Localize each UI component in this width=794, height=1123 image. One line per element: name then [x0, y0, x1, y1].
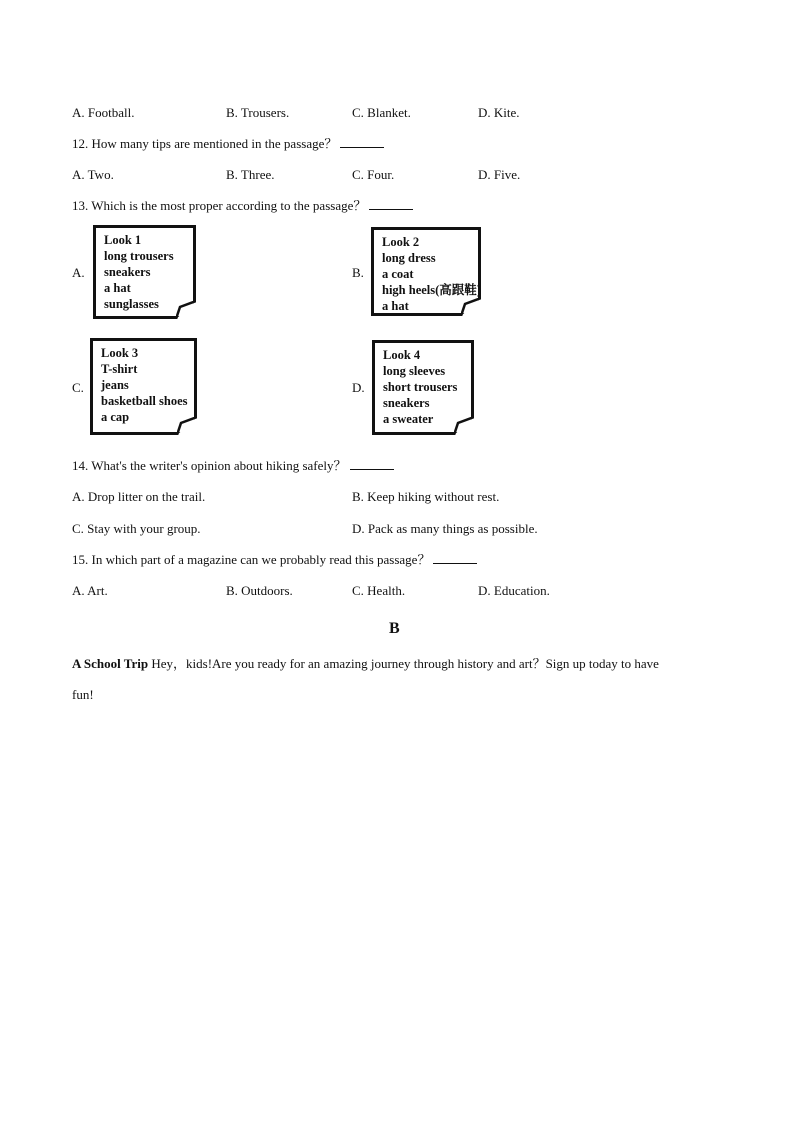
q15-option-a: A. Art. [72, 583, 108, 598]
q12-option-c: C. Four. [352, 167, 395, 182]
q14-option-b: B. Keep hiking without rest. [352, 489, 500, 504]
note-item: long sleeves [383, 364, 446, 378]
note-item: a hat [382, 299, 409, 313]
q12-option-d: D. Five. [478, 167, 521, 182]
passage-text: Hey，kids!Are you ready for an amazing journey through history and art？Sign up today to have [148, 656, 659, 671]
q11-option-b: B. Trousers. [226, 105, 290, 120]
note-look-2 [371, 227, 481, 316]
q14-option-d: D. Pack as many things as possible. [352, 521, 538, 536]
section-heading: B [389, 620, 400, 637]
note-title: Look 1 [104, 233, 142, 247]
note-item: long trousers [104, 249, 174, 263]
note-title: Look 3 [101, 346, 139, 360]
q14-option-c: C. Stay with your group. [72, 521, 201, 536]
answer-blank [350, 458, 394, 470]
note-title: Look 2 [382, 235, 420, 249]
note-item: basketball shoes [101, 394, 188, 408]
note-item: long dress [382, 251, 436, 265]
q11-option-d: D. Kite. [478, 105, 520, 120]
note-item: sneakers [383, 396, 430, 410]
q13-question: 13. Which is the most proper according to the passage？ [72, 198, 413, 214]
q11-option-a: A. Football. [72, 105, 135, 120]
page-curl-icon [176, 301, 196, 319]
note-item: a coat [382, 267, 414, 281]
page-curl-icon [177, 417, 197, 435]
q12-question: 12. How many tips are mentioned in the passage？ [72, 136, 384, 152]
q15-option-b: B. Outdoors. [226, 583, 293, 598]
note-item: sunglasses [104, 297, 159, 311]
answer-blank [433, 552, 477, 564]
q13-label-d: D. [352, 380, 365, 395]
answer-blank [369, 198, 413, 210]
q15-question: 15. In which part of a magazine can we probably read this passage？ [72, 552, 477, 568]
note-look-4 [372, 340, 474, 435]
q13-label-b: B. [352, 265, 364, 280]
q11-option-c: C. Blanket. [352, 105, 411, 120]
note-item: high heels(高跟鞋) [382, 283, 481, 297]
q13-label-c: C. [72, 380, 84, 395]
q13-label-a: A. [72, 265, 85, 280]
q12-option-b: B. Three. [226, 167, 275, 182]
answer-blank [340, 136, 384, 148]
note-look-1 [93, 225, 196, 319]
q14-question: 14. What's the writer's opinion about hiking safely？ [72, 458, 394, 474]
note-item: a sweater [383, 412, 434, 426]
note-item: jeans [101, 378, 129, 392]
page-curl-icon [461, 298, 481, 316]
q14-option-a: A. Drop litter on the trail. [72, 489, 206, 504]
note-item: a hat [104, 281, 131, 295]
note-look-3 [90, 338, 197, 435]
note-item: a cap [101, 410, 130, 424]
note-item: T-shirt [101, 362, 138, 376]
passage-title: A School Trip [72, 656, 149, 671]
q15-option-c: C. Health. [352, 583, 406, 598]
q12-option-a: A. Two. [72, 167, 114, 182]
note-title: Look 4 [383, 348, 421, 362]
section-b-paragraph-line-1 [72, 656, 659, 672]
page-curl-icon [454, 417, 474, 435]
note-item: sneakers [104, 265, 151, 279]
section-b-paragraph-line-2: fun! [72, 687, 94, 702]
note-item: short trousers [383, 380, 458, 394]
q15-option-d: D. Education. [478, 583, 550, 598]
